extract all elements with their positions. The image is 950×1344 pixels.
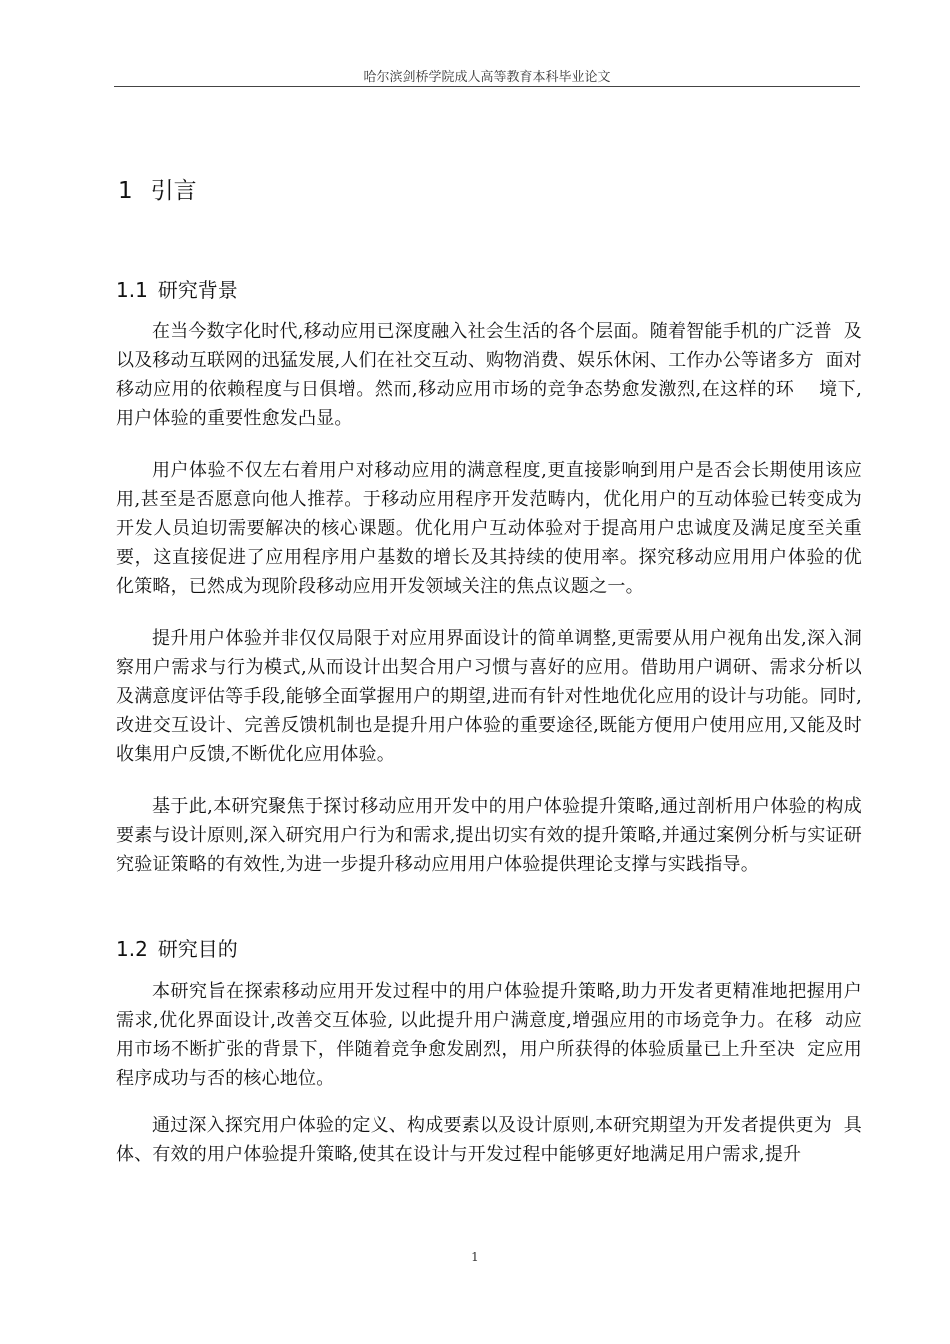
chapter-number: 1 bbox=[118, 178, 133, 204]
paragraph: 基于此,本研究聚焦于探讨移动应用开发中的用户体验提升策略,通过剖析用户体验的构成要素与设计原则,深入研究用户行为和需求,提出切实有效的提升策略,并通过案例分析与实证研究验证策略的有效性,为进一步提升移动应用用户体验提供理论支撑与实践指导。 bbox=[116, 796, 862, 875]
running-header: 哈尔滨剑桥学院成人高等教育本科毕业论文 bbox=[363, 70, 611, 85]
header-divider bbox=[114, 86, 860, 87]
paragraph: 用户体验不仅左右着用户对移动应用的满意程度,更直接影响到用户是否会长期使用该应用,甚至是否愿意向他人推荐。于移动应用程序开发范畴内，优化用户的互动体验已转变成为开发人员迫切需要解决的核心课题。优化用户互动体验对于提高用户忠诚度及满足度至关重要，这直接促进了应用程序用户基数的增长及其持续的使用率。探究移动应用用户体验的优化策略，已然成为现阶段移动应用开发领域关注的焦点议题之一。 bbox=[116, 460, 862, 597]
section-title: 研究目的 bbox=[157, 937, 238, 961]
section-number: 1.1 bbox=[116, 278, 148, 302]
section-heading-purpose bbox=[116, 933, 238, 962]
chapter-title: 引言 bbox=[150, 178, 197, 204]
chapter-heading bbox=[118, 172, 197, 205]
section-heading-background bbox=[116, 274, 238, 303]
section-title: 研究背景 bbox=[157, 278, 238, 302]
page-number: 1 bbox=[471, 1250, 479, 1264]
paragraph: 通过深入探究用户体验的定义、构成要素以及设计原则,本研究期望为开发者提供更为 具体、有效的用户体验提升策略,使其在设计与开发过程中能够更好地满足用户需求,提升 bbox=[116, 1115, 862, 1165]
paragraph: 在当今数字化时代,移动应用已深度融入社会生活的各个层面。随着智能手机的广泛普 及以及移动互联网的迅猛发展,人们在社交互动、购物消费、娱乐休闲、工作办公等诸多方 面对移动应用的依赖程度与日俱增。然而,移动应用市场的竞争态势愈发激烈,在这样的环 境下,用户体验的重要性愈发凸显。 bbox=[116, 321, 862, 429]
paragraph: 提升用户体验并非仅仅局限于对应用界面设计的简单调整,更需要从用户视角出发,深入洞察用户需求与行为模式,从而设计出契合用户习惯与喜好的应用。借助用户调研、需求分析以及满意度评估等手段,能够全面掌握用户的期望,进而有针对性地优化应用的设计与功能。同时,改进交互设计、完善反馈机制也是提升用户体验的重要途径,既能方便用户使用应用,又能及时收集用户反馈,不断优化应用体验。 bbox=[116, 628, 862, 765]
section-number: 1.2 bbox=[116, 937, 148, 961]
paragraph: 本研究旨在探索移动应用开发过程中的用户体验提升策略,助力开发者更精准地把握用户需求,优化界面设计,改善交互体验, 以此提升用户满意度,增强应用的市场竞争力。在移 动应用市场不断扩张的背景下，伴随着竞争愈发剧烈，用户所获得的体验质量已上升至决 定应用程序成功与否的核心地位。 bbox=[116, 981, 862, 1089]
